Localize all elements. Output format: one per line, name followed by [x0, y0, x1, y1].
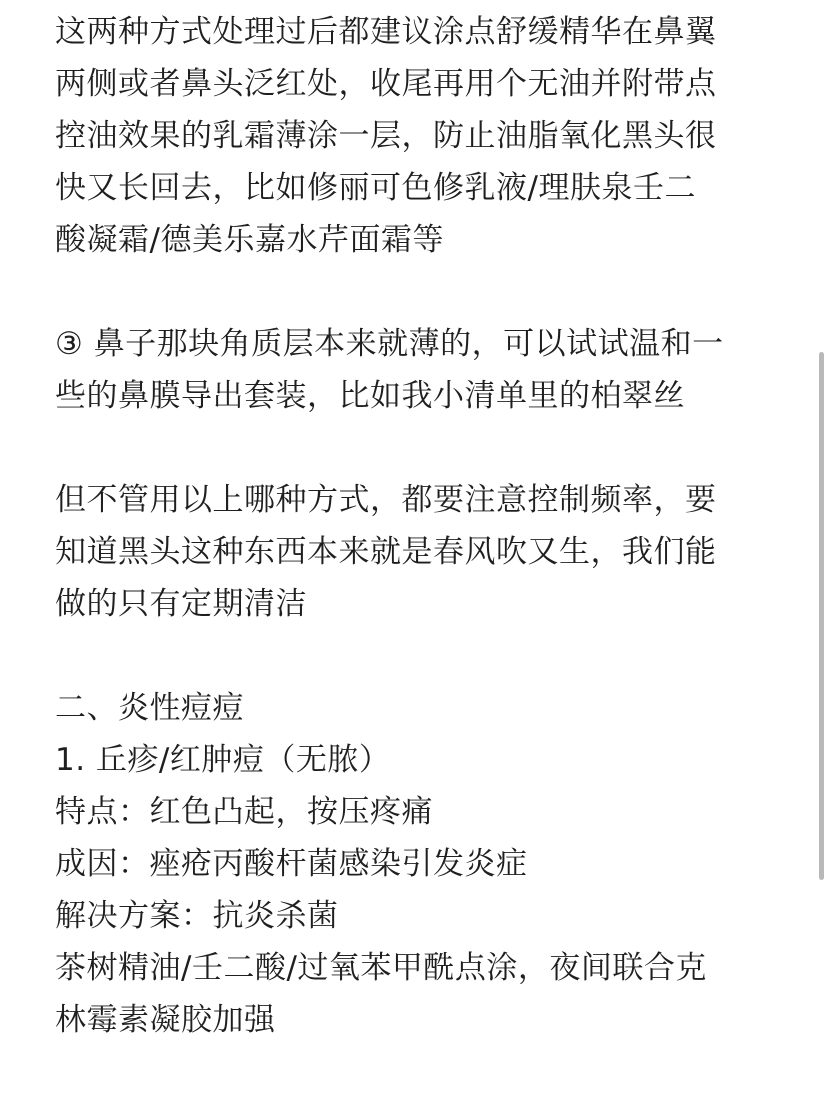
text-line: 茶树精油/壬二酸/过氧苯甲酰点涂，夜间联合克	[55, 950, 707, 986]
article-body	[55, 6, 775, 1046]
paragraph-gap	[55, 422, 775, 474]
text-line: 这两种方式处理过后都建议涂点舒缓精华在鼻翼	[55, 14, 717, 50]
section-inflammatory-acne	[55, 682, 775, 1046]
paragraph-frequency	[55, 474, 775, 630]
text-line: 些的鼻膜导出套装，比如我小清单里的柏翠丝	[55, 378, 685, 414]
paragraph-gap	[55, 266, 775, 318]
text-line: 快又长回去，比如修丽可色修乳液/理肤泉壬二	[55, 170, 696, 206]
solution-line: 解决方案：抗炎杀菌	[55, 898, 339, 934]
text-line: 知道黑头这种东西本来就是春风吹又生，我们能	[55, 534, 717, 570]
text-line: 做的只有定期清洁	[55, 586, 307, 622]
text-line: ③ 鼻子那块角质层本来就薄的，可以试试温和一	[55, 326, 724, 362]
feature-line: 特点：红色凸起，按压疼痛	[55, 794, 433, 830]
text-line: 但不管用以上哪种方式，都要注意控制频率，要	[55, 482, 717, 518]
text-line: 控油效果的乳霜薄涂一层，防止油脂氧化黑头很	[55, 118, 717, 154]
section-subheading: 1. 丘疹/红肿痘（无脓）	[55, 742, 391, 778]
paragraph-aftercare	[55, 6, 775, 266]
text-line: 酸凝霜/德美乐嘉水芹面霜等	[55, 222, 444, 258]
text-line: 林霉素凝胶加强	[55, 1002, 276, 1038]
cause-line: 成因：痤疮丙酸杆菌感染引发炎症	[55, 846, 528, 882]
section-heading: 二、炎性痘痘	[55, 690, 244, 726]
paragraph-nose-mask	[55, 318, 775, 422]
paragraph-gap	[55, 630, 775, 682]
scrollbar[interactable]	[819, 352, 824, 880]
text-line: 两侧或者鼻头泛红处，收尾再用个无油并附带点	[55, 66, 717, 102]
